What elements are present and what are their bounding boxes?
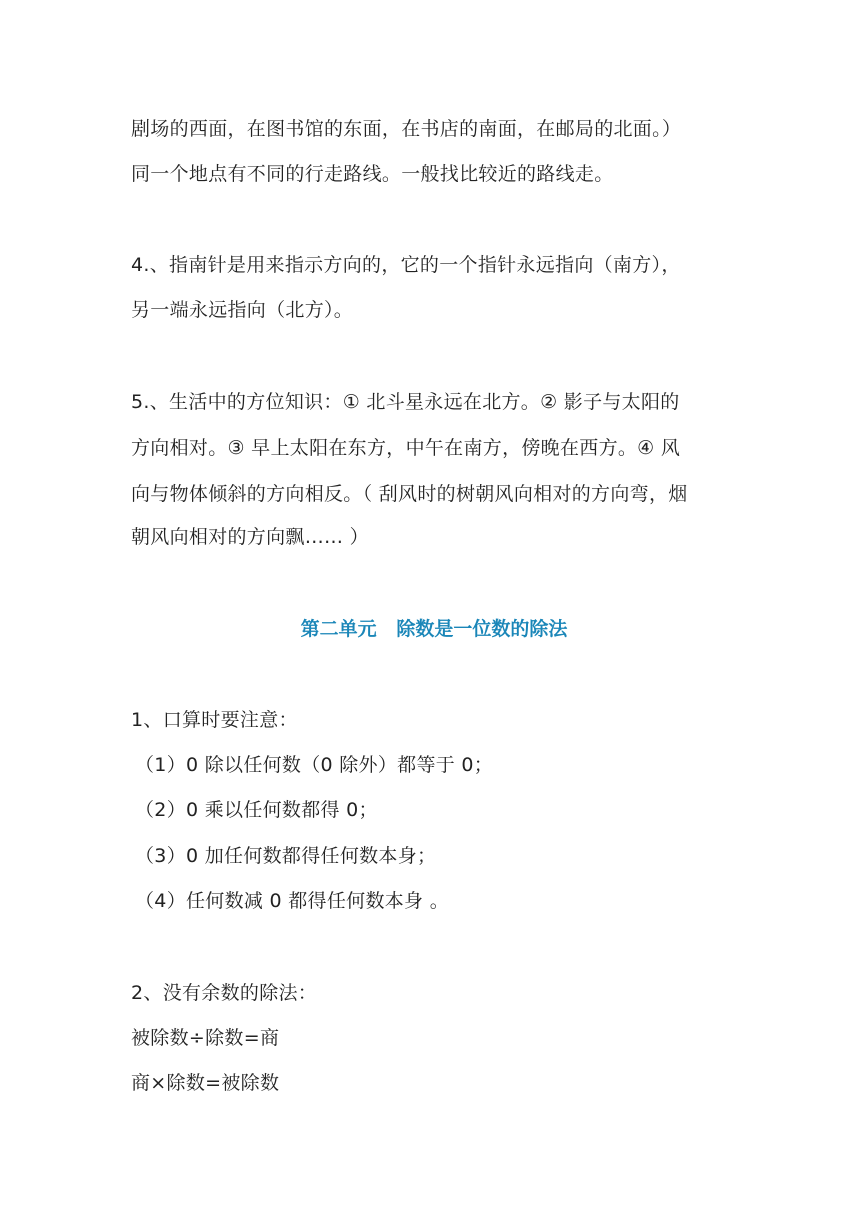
division-formula: 被除数÷除数=商 <box>131 1027 280 1049</box>
text-line: 同一个地点有不同的行走路线。一般找比较近的路线走。 <box>131 163 614 185</box>
unit-heading: 第二单元 除数是一位数的除法 <box>300 618 568 640</box>
division-formula: 商×除数=被除数 <box>131 1072 280 1094</box>
oral-calc-rule: （1）0 除以任何数（0 除外）都等于 0； <box>135 754 494 776</box>
item-5-line: 朝风向相对的方向飘…… ） <box>131 526 369 548</box>
division-title: 2、没有余数的除法： <box>131 982 318 1004</box>
item-4-line: 4.、指南针是用来指示方向的，它的一个指针永远指向（南方）， <box>131 254 681 276</box>
text-line: 剧场的西面，在图书馆的东面，在书店的南面，在邮局的北面。） <box>131 118 682 140</box>
oral-calc-title: 1、口算时要注意： <box>131 709 298 731</box>
item-4-line: 另一端永远指向（北方）。 <box>131 299 354 321</box>
item-5-line: 5.、生活中的方位知识：① 北斗星永远在北方。② 影子与太阳的 <box>131 391 680 413</box>
oral-calc-rule: （2）0 乘以任何数都得 0； <box>135 799 378 821</box>
oral-calc-rule: （3）0 加任何数都得任何数本身； <box>135 845 437 867</box>
oral-calc-rule: （4）任何数减 0 都得任何数本身 。 <box>135 890 449 912</box>
item-5-line: 向与物体倾斜的方向相反。（ 刮风时的树朝风向相对的方向弯，烟 <box>131 483 688 505</box>
item-5-line: 方向相对。③ 早上太阳在东方，中午在南方，傍晚在西方。④ 风 <box>131 437 681 459</box>
